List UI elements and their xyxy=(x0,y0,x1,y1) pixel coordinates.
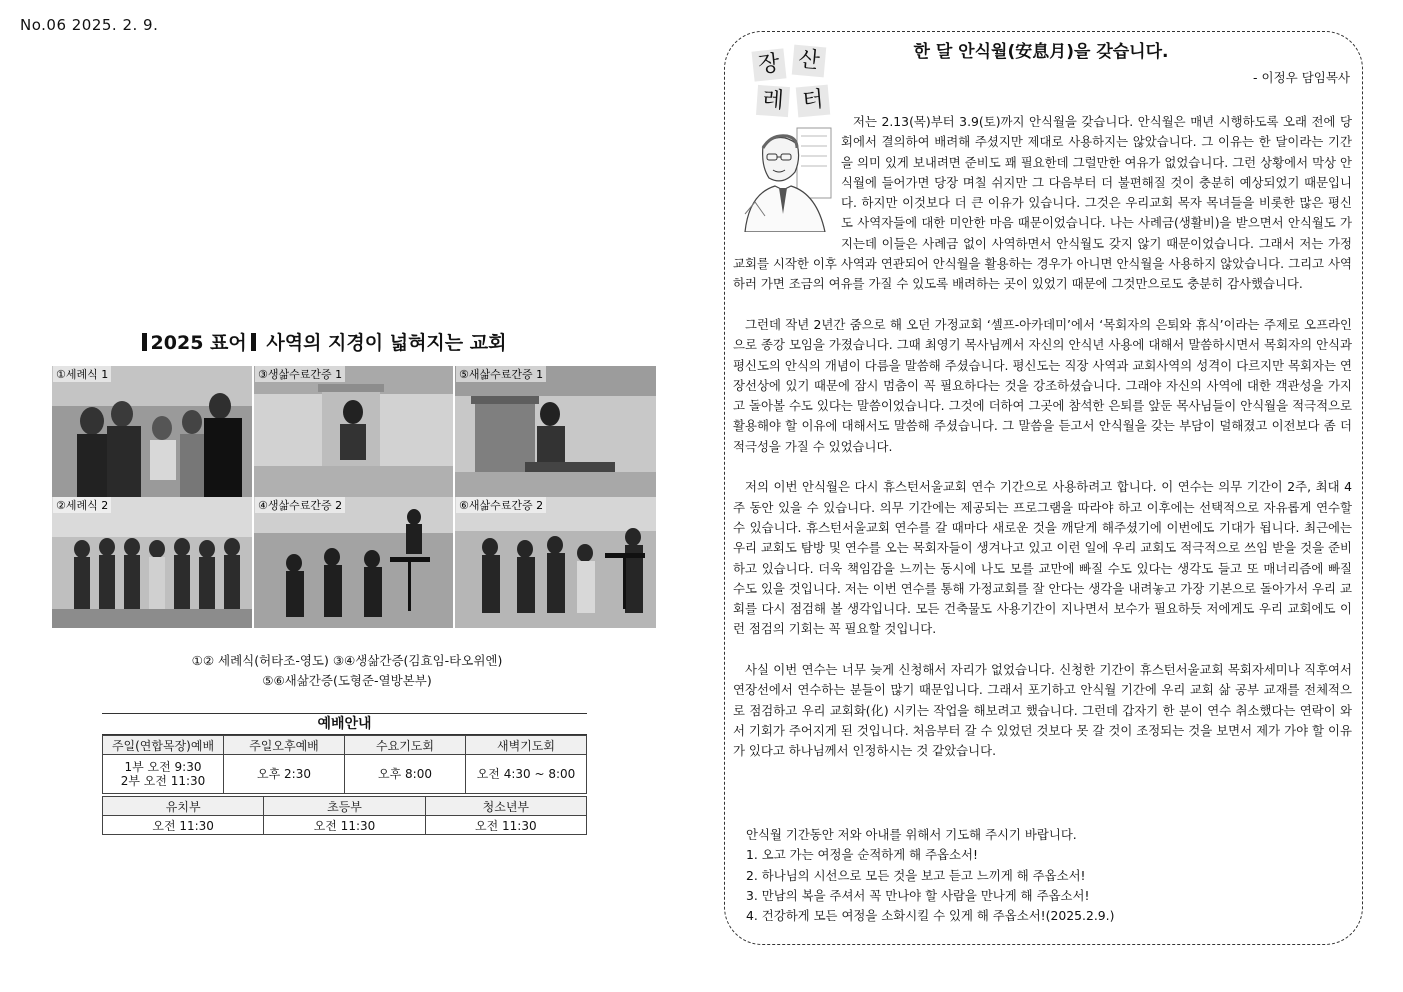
letter-author: - 이정우 담임목사 xyxy=(1253,70,1350,85)
letter-paragraph: 사실 이번 연수는 너무 늦게 신청해서 자리가 없었습니다. 신청한 기간이 휴스턴서울교회 목회자세미나 직후여서 연장선에서 연수하는 분들이 많기 때문입니다. 그래서 포기하고 안식월 기간에 우리 교회 삶 공부 교재를 전체적으로 점검하고 우리 교회화(化) 시키는 작업을 해보려고 했습니다. 그런데 갑자기 한 분이 연수 취소했다는 연락이 와서 기회가 주어지게 된 것입니다. 처음부터 갈 수 있었던 것보다 못 갈 것이 조정되는 것을 보면서 제가 가야 할 이유가 있다고 하나님께서 인정하시는 것 같았습니다. xyxy=(733,662,1352,759)
prayer-item: 1. 오고 가는 여정을 순적하게 해 주옵소서! xyxy=(746,847,978,863)
letter-paragraph: 저는 2.13(목)부터 3.9(토)까지 안식월을 갖습니다. 안식월은 매년 시행하도록 오래 전에 당회에서 결의하여 배려해 주셨지만 제대로 사용하지는 않았습니다. 그 이유는 한 달이라는 기간을 의미 있게 보내려면 준비도 꽤 필요한데 그럴만한 여유가 없었습니다. 그런 상황에서 막상 안식월에 들어가면 당장 며칠 쉬지만 그 다음부터 더 불편해질 것이 충분히 예상되었기 때문입니다. 하지만 이것보다 더 큰 이유가 있습니다. 그것은 우리교회 목자 목녀들을 비롯한 많은 평신도 사역자들에 대한 미안한 마음 때문이었습니다. 나는 사례금(생활비)을 받으면서 안식월도 가지는데 이들은 사례금 없이 사역하면서 안식월도 갖지 않기 때문이었습니다. 그래서 저는 가정교회를 시작한 이후 사역과 연관되어 안식월을 활용하는 경우가 아니면 안식월을 사용하지 않았습니다. 그리고 사역하러 가면 조금의 여유를 가질 수 있도록 배려하는 곳이 있었기 때문에 그것만으로도 충분히 감사했습니다. xyxy=(733,114,1352,292)
photo-caption: ①세례식 1 xyxy=(53,366,111,382)
worship-schedule xyxy=(102,713,587,835)
badge-char: 레 xyxy=(756,85,790,117)
column-badge xyxy=(753,46,833,118)
photo-caption: ②세례식 2 xyxy=(53,497,111,513)
paragraph-gap xyxy=(733,295,1352,315)
paragraph-gap xyxy=(733,640,1352,660)
worship-header: 주일오후예배 xyxy=(224,736,345,755)
worship-value-line: 2부 오전 11:30 xyxy=(120,774,206,788)
worship-value: 오전 4:30 ~ 8:00 xyxy=(466,755,587,794)
letter-title: 한 달 안식월(安息月)을 갖습니다. xyxy=(913,42,1169,62)
worship-value-line: 1부 오전 9:30 xyxy=(124,760,202,774)
motto-text: 사역의 지경이 넓혀지는 교회 xyxy=(266,332,507,354)
photo-caption: ⑤새삶수료간증 1 xyxy=(456,366,546,382)
motto-bar-right xyxy=(251,333,256,351)
motto-heading xyxy=(52,328,592,355)
prayer-intro: 안식월 기간동안 저와 아내를 위해서 기도해 주시기 바랍니다. xyxy=(746,827,1077,842)
prayer-item: 4. 건강하게 모든 여정을 소화시킬 수 있게 해 주옵소서!(2025.2.9.) xyxy=(746,908,1115,924)
letter-paragraph: 저의 이번 안식월은 다시 휴스턴서울교회 연수 기간으로 사용하려고 합니다. 이 연수는 의무 기간이 2주, 최대 4주 동안 있을 수 있습니다. 의무 기간에는 제공되는 프로그램을 따라야 하고 이후에는 선택적으로 자유롭게 연수할 수 있습니다. 휴스턴서울교회 연수를 갈 때마다 새로운 것을 깨닫게 해주셨기에 이번에도 기대가 됩니다. 최근에는 우리 교회도 탐방 및 연수를 오는 목회자들이 생겨나고 있고 이런 일에 우리 교회도 적극적으로 쓰임 받을 것을 준비하고 있습니다. 더욱 책임감을 느끼는 동시에 나도 모를 교만에 빠질 수도 있다는 생각도 들고 또 매너리즘에 빠질 수도 있을 것입니다. 저는 이번 연수를 통해 가정교회를 잘 안다는 생각을 내려놓고 가장 기본으로 돌아가서 우리 교회를 다시 점검해 볼 생각입니다. 모든 건축물도 사용기간이 지나면서 보수가 필요하듯 저에게도 우리 교회에도 이런 점검의 기회는 꼭 필요할 것입니다. xyxy=(733,479,1352,637)
prayer-item: 2. 하나님의 시선으로 모든 것을 보고 듣고 느끼게 해 주옵소서! xyxy=(746,867,1086,883)
photo-newlife-6 xyxy=(455,497,656,628)
photo-caption: ⑥새삶수료간증 2 xyxy=(456,497,546,513)
worship-header: 새벽기도회 xyxy=(466,736,587,755)
worship-value: 오전 11:30 xyxy=(425,816,586,835)
worship-header: 청소년부 xyxy=(425,797,586,816)
photo-captions xyxy=(52,651,642,691)
worship-header: 초등부 xyxy=(264,797,425,816)
worship-title: 예배안내 xyxy=(102,713,587,735)
photo-grid xyxy=(52,366,656,628)
issue-number: No.06 2025. 2. 9. xyxy=(20,16,159,34)
worship-value: 오전 11:30 xyxy=(264,816,425,835)
prayer-requests xyxy=(746,825,1346,926)
photo-testimony-3 xyxy=(254,366,453,497)
paragraph-gap xyxy=(733,457,1352,477)
photo-newlife-5 xyxy=(455,366,656,497)
photo-baptism-2 xyxy=(52,497,252,628)
photo-caption: ④생삶수료간증 2 xyxy=(255,497,345,513)
photo-captions-line2: ⑤⑥새삶간증(도형준-열방본부) xyxy=(262,673,432,688)
photo-testimony-4 xyxy=(254,497,453,628)
worship-value xyxy=(103,755,224,794)
motto-label: 2025 표어 xyxy=(150,332,247,354)
worship-value: 오전 11:30 xyxy=(103,816,264,835)
motto-bar-left xyxy=(142,333,147,351)
worship-value: 오후 2:30 xyxy=(224,755,345,794)
worship-header: 수요기도회 xyxy=(345,736,466,755)
photo-caption: ③생삶수료간증 1 xyxy=(255,366,345,382)
badge-char: 산 xyxy=(792,45,826,78)
badge-char: 터 xyxy=(796,85,830,118)
photo-baptism-1 xyxy=(52,366,252,497)
photo-captions-line1: ①② 세례식(허타조-영도) ③④생삶간증(김효임-타오위엔) xyxy=(191,653,503,668)
worship-value: 오후 8:00 xyxy=(345,755,466,794)
worship-table-main xyxy=(102,735,587,794)
prayer-item: 3. 만남의 복을 주셔서 꼭 만나야 할 사람을 만나게 해 주옵소서! xyxy=(746,887,1090,903)
worship-header: 유치부 xyxy=(103,797,264,816)
worship-table-school xyxy=(102,796,587,835)
worship-header: 주일(연합목장)예배 xyxy=(103,736,224,755)
letter-paragraph: 그런데 작년 2년간 줌으로 해 오던 가정교회 ‘셀프-아카데미’에서 ‘목회자의 은퇴와 휴식’이라는 주제로 오프라인으로 종강 모임을 가졌습니다. 그때 최영기 목사님께서 자신의 안식년 사용에 대해서 말씀하시면서 목회자의 안식과 평신도의 안식의 개념이 다름을 말씀해 주셨습니다. 평신도는 직장 사역과 교회사역의 성격이 다르지만 목회자는 연장선상에 있기 때문에 잠시 멈춤이 꼭 필요하다는 것을 강조하셨습니다. 그래야 자신의 사역에 대한 객관성을 가지고 돌아볼 수도 있다는 말씀이었습니다. 그것에 더하여 그곳에 참석한 은퇴를 앞둔 목사님들이 안식월을 적극적으로 활용해야 할 이유에 대해서도 말씀해 주셨습니다. 그 말씀을 듣고서 안식월을 갖는 부담이 덜해졌고 이전보다 좀 더 적극성을 가질 수 있었습니다. xyxy=(733,316,1352,454)
badge-char: 장 xyxy=(752,48,787,81)
letter-body xyxy=(733,112,1352,762)
portrait-spacer xyxy=(733,112,841,254)
